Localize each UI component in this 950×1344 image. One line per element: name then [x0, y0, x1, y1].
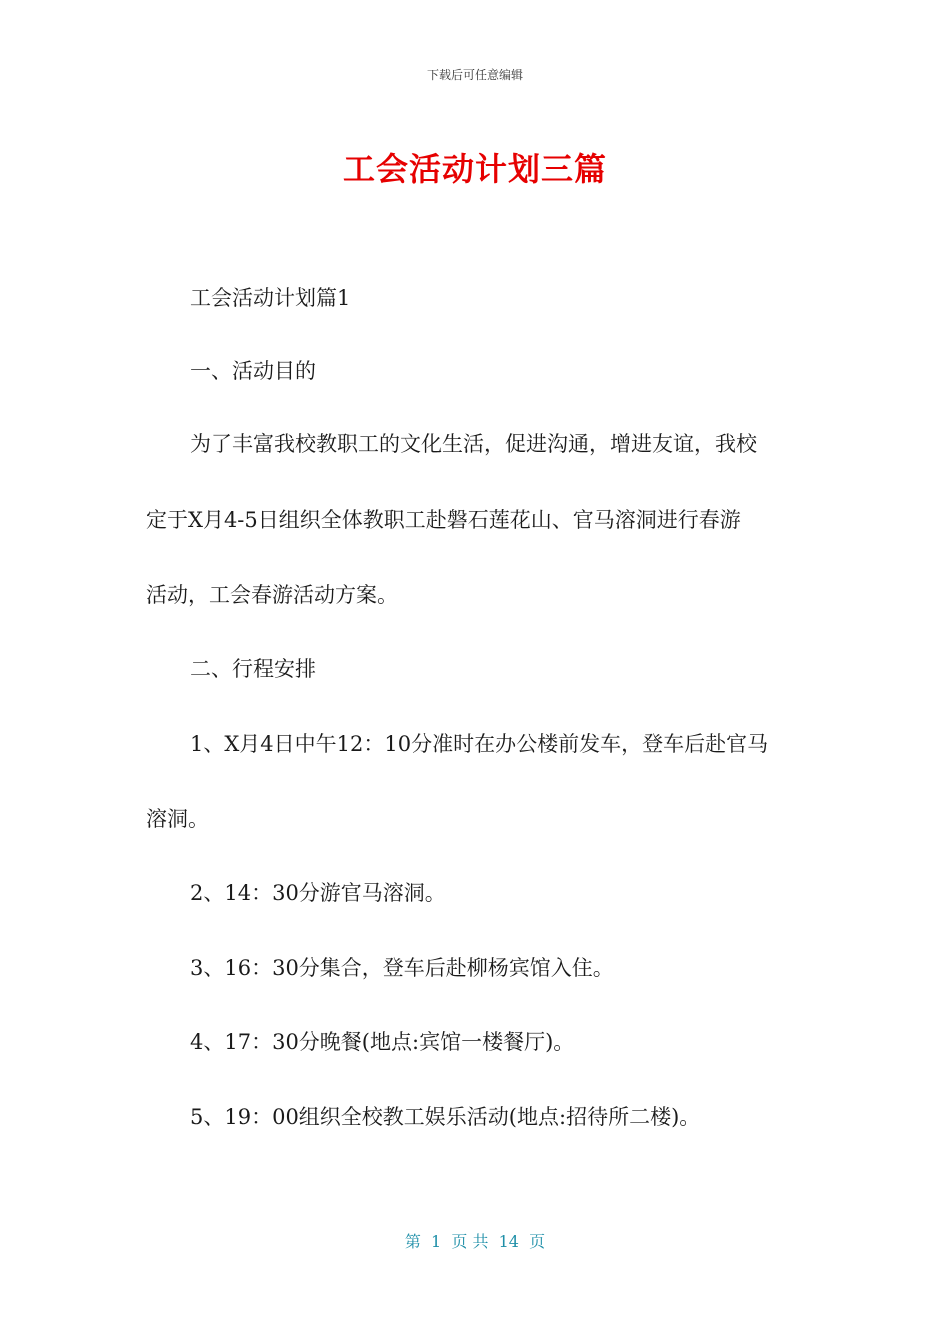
paragraph-line: 溶洞。 — [146, 807, 209, 831]
header-note: 下载后可任意编辑 — [426, 68, 523, 82]
paragraph-line: 定于X月4-5日组织全体教职工赴磐石莲花山、官马溶洞进行春游 — [146, 508, 741, 532]
document-title: 工会活动计划三篇 — [342, 150, 607, 188]
paragraph-line: 活动，工会春游活动方案。 — [146, 583, 398, 607]
paragraph-line: 5、19：00组织全校教工娱乐活动(地点:招待所二楼)。 — [190, 1105, 701, 1129]
paragraph-line: 1、X月4日中午12：10分准时在办公楼前发车，登车后赴官马 — [190, 732, 769, 756]
paragraph-line: 2、14：30分游官马溶洞。 — [190, 881, 446, 905]
paragraph-line: 3、16：30分集合，登车后赴柳杨宾馆入住。 — [190, 956, 614, 980]
paragraph-heading: 一、活动目的 — [190, 359, 316, 383]
paragraph-heading: 二、行程安排 — [190, 657, 316, 681]
section-heading: 工会活动计划篇1 — [190, 286, 351, 310]
page-footer: 第 1 页 共 14 页 — [404, 1232, 546, 1251]
paragraph-line: 为了丰富我校教职工的文化生活，促进沟通，增进友谊，我校 — [190, 432, 757, 456]
paragraph-line: 4、17：30分晚餐(地点:宾馆一楼餐厅)。 — [190, 1030, 575, 1054]
